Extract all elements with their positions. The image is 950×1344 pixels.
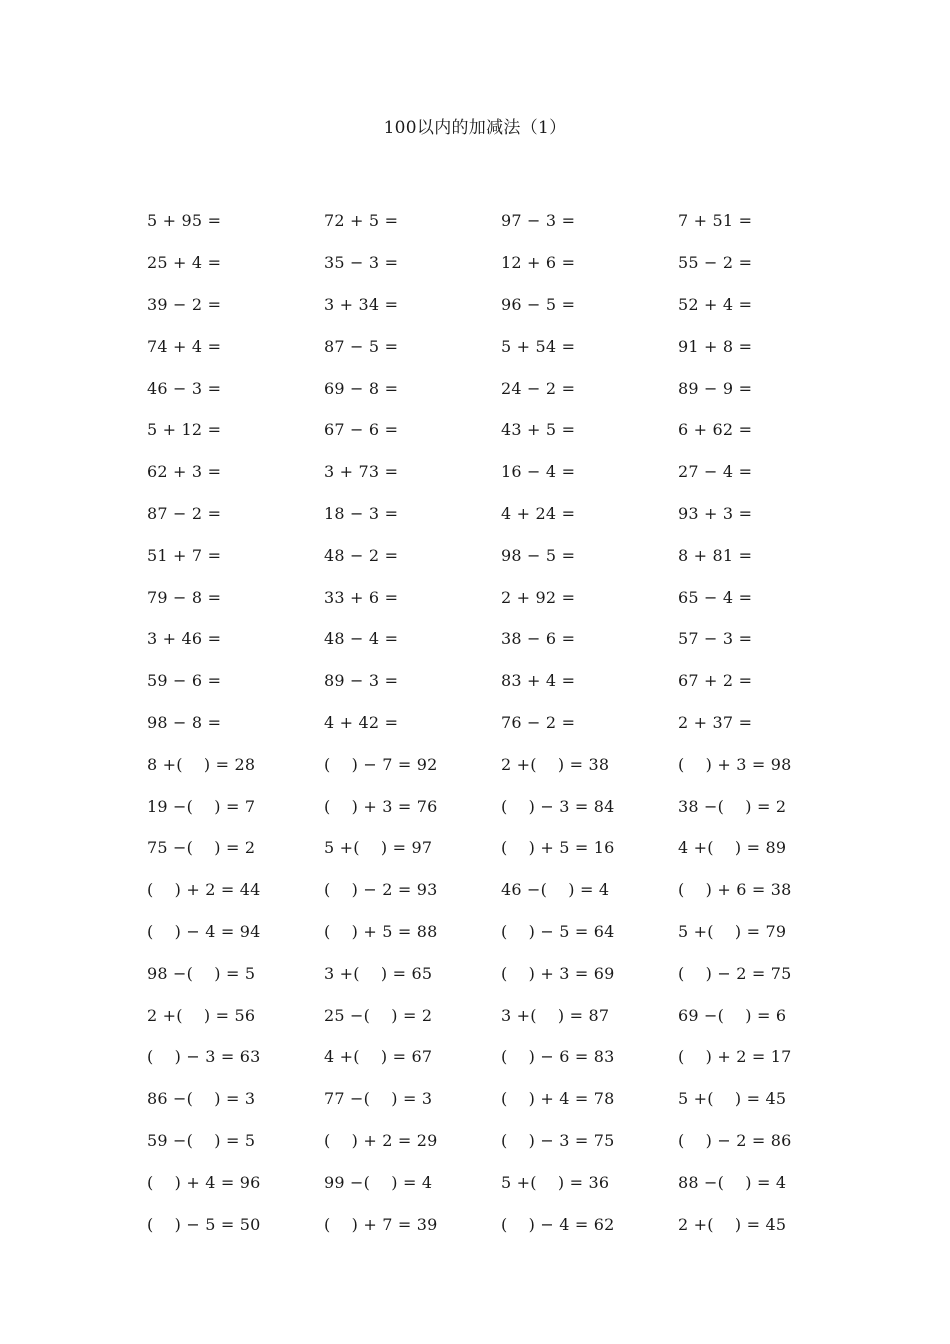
math-problem: ( ) − 2 = 93	[324, 880, 438, 900]
problem-row	[147, 827, 855, 869]
problem-row	[147, 1036, 855, 1078]
math-problem: 91 + 8 =	[678, 336, 753, 356]
math-problem: 67 + 2 =	[678, 671, 753, 691]
math-problem: 59 −( ) = 5	[147, 1130, 256, 1150]
math-problem: 46 −( ) = 4	[501, 880, 610, 900]
math-problem: ( ) + 5 = 88	[324, 921, 438, 941]
math-problem: ( ) + 3 = 76	[324, 796, 438, 816]
math-problem: 83 + 4 =	[501, 671, 576, 691]
math-problem: 69 − 8 =	[324, 378, 399, 398]
math-problem: 5 +( ) = 36	[501, 1172, 610, 1192]
math-problem: 98 −( ) = 5	[147, 963, 256, 983]
problem-row	[147, 1120, 855, 1162]
math-problem: 48 − 2 =	[324, 545, 399, 565]
math-problem: 96 − 5 =	[501, 294, 576, 314]
problem-row	[147, 534, 855, 576]
math-problem: ( ) + 5 = 16	[501, 838, 615, 858]
math-problem: 52 + 4 =	[678, 294, 753, 314]
math-problem: 87 − 2 =	[147, 503, 222, 523]
problem-row	[147, 1161, 855, 1203]
math-problem: 5 +( ) = 45	[678, 1089, 787, 1109]
math-problem: 4 +( ) = 67	[324, 1047, 433, 1067]
problem-row	[147, 493, 855, 535]
math-problem: 4 + 42 =	[324, 712, 399, 732]
worksheet-title: 100以内的加减法（1）	[383, 118, 567, 138]
math-problem: 2 +( ) = 45	[678, 1214, 787, 1234]
problem-row	[147, 367, 855, 409]
math-problem: ( ) − 3 = 75	[501, 1130, 615, 1150]
math-problem: 12 + 6 =	[501, 253, 576, 273]
math-problem: 46 − 3 =	[147, 378, 222, 398]
math-problem: 4 + 24 =	[501, 503, 576, 523]
math-problem: ( ) + 6 = 38	[678, 880, 792, 900]
math-problem: 76 − 2 =	[501, 712, 576, 732]
problem-row	[147, 660, 855, 702]
math-problem: 7 + 51 =	[678, 211, 753, 231]
math-problem: 2 + 37 =	[678, 712, 753, 732]
math-problem: 69 −( ) = 6	[678, 1005, 787, 1025]
math-problem: 8 + 81 =	[678, 545, 753, 565]
math-problem: ( ) + 3 = 98	[678, 754, 792, 774]
math-problem: 18 − 3 =	[324, 503, 399, 523]
math-problem: 5 +( ) = 79	[678, 921, 787, 941]
math-problem: ( ) + 7 = 39	[324, 1214, 438, 1234]
problem-row	[147, 200, 855, 242]
math-problem: 4 +( ) = 89	[678, 838, 787, 858]
math-problem: 89 − 3 =	[324, 671, 399, 691]
math-problem: ( ) − 3 = 63	[147, 1047, 261, 1067]
math-problem: 98 − 5 =	[501, 545, 576, 565]
problem-row	[147, 911, 855, 953]
math-problem: 5 + 12 =	[147, 420, 222, 440]
math-problem: ( ) − 7 = 92	[324, 754, 438, 774]
problem-row	[147, 702, 855, 744]
problem-row	[147, 242, 855, 284]
math-problem: 19 −( ) = 7	[147, 796, 256, 816]
problem-row	[147, 785, 855, 827]
math-problem: 27 − 4 =	[678, 462, 753, 482]
math-problem: 79 − 8 =	[147, 587, 222, 607]
math-problem: 75 −( ) = 2	[147, 838, 256, 858]
math-problem: ( ) − 4 = 62	[501, 1214, 615, 1234]
math-problem: 77 −( ) = 3	[324, 1089, 433, 1109]
math-problem: 3 + 46 =	[147, 629, 222, 649]
problem-row	[147, 1078, 855, 1120]
math-problem: 99 −( ) = 4	[324, 1172, 433, 1192]
math-problem: ( ) + 2 = 29	[324, 1130, 438, 1150]
math-problem: ( ) − 3 = 84	[501, 796, 615, 816]
math-problem: 43 + 5 =	[501, 420, 576, 440]
math-problem: 3 +( ) = 87	[501, 1005, 610, 1025]
math-problem: 51 + 7 =	[147, 545, 222, 565]
problem-row	[147, 869, 855, 911]
problem-row	[147, 284, 855, 326]
math-problem: 72 + 5 =	[324, 211, 399, 231]
math-problem: 25 −( ) = 2	[324, 1005, 433, 1025]
math-problem: 38 − 6 =	[501, 629, 576, 649]
math-problem: 3 +( ) = 65	[324, 963, 433, 983]
math-problem: ( ) + 4 = 96	[147, 1172, 261, 1192]
math-problem: 8 +( ) = 28	[147, 754, 256, 774]
math-problem: ( ) − 2 = 86	[678, 1130, 792, 1150]
math-problem: 98 − 8 =	[147, 712, 222, 732]
math-problem: 16 − 4 =	[501, 462, 576, 482]
math-problem: 88 −( ) = 4	[678, 1172, 787, 1192]
math-problem: 6 + 62 =	[678, 420, 753, 440]
math-problem: 55 − 2 =	[678, 253, 753, 273]
math-problem: 74 + 4 =	[147, 336, 222, 356]
math-problem: ( ) − 6 = 83	[501, 1047, 615, 1067]
problem-row	[147, 618, 855, 660]
problem-row	[147, 743, 855, 785]
math-problem: 2 +( ) = 56	[147, 1005, 256, 1025]
problem-row	[147, 409, 855, 451]
math-problem: ( ) + 2 = 44	[147, 880, 261, 900]
math-problem: ( ) + 4 = 78	[501, 1089, 615, 1109]
math-problem: 2 + 92 =	[501, 587, 576, 607]
math-problem: 86 −( ) = 3	[147, 1089, 256, 1109]
math-problem: 57 − 3 =	[678, 629, 753, 649]
problem-grid	[147, 200, 855, 1245]
math-problem: ( ) + 3 = 69	[501, 963, 615, 983]
math-problem: ( ) − 2 = 75	[678, 963, 792, 983]
math-problem: 5 + 54 =	[501, 336, 576, 356]
math-problem: 3 + 34 =	[324, 294, 399, 314]
math-problem: 25 + 4 =	[147, 253, 222, 273]
math-problem: 39 − 2 =	[147, 294, 222, 314]
math-problem: 33 + 6 =	[324, 587, 399, 607]
math-problem: 48 − 4 =	[324, 629, 399, 649]
math-problem: 97 − 3 =	[501, 211, 576, 231]
math-problem: ( ) + 2 = 17	[678, 1047, 792, 1067]
problem-row	[147, 451, 855, 493]
math-problem: 2 +( ) = 38	[501, 754, 610, 774]
math-problem: 87 − 5 =	[324, 336, 399, 356]
math-problem: 89 − 9 =	[678, 378, 753, 398]
math-problem: 65 − 4 =	[678, 587, 753, 607]
math-problem: 93 + 3 =	[678, 503, 753, 523]
math-problem: 67 − 6 =	[324, 420, 399, 440]
math-problem: 35 − 3 =	[324, 253, 399, 273]
problem-row	[147, 994, 855, 1036]
math-problem: ( ) − 5 = 50	[147, 1214, 261, 1234]
math-problem: 38 −( ) = 2	[678, 796, 787, 816]
math-problem: 24 − 2 =	[501, 378, 576, 398]
math-problem: 59 − 6 =	[147, 671, 222, 691]
problem-row	[147, 1203, 855, 1245]
math-problem: 62 + 3 =	[147, 462, 222, 482]
problem-row	[147, 576, 855, 618]
math-problem: ( ) − 5 = 64	[501, 921, 615, 941]
math-problem: ( ) − 4 = 94	[147, 921, 261, 941]
problem-row	[147, 952, 855, 994]
math-problem: 5 + 95 =	[147, 211, 222, 231]
math-problem: 3 + 73 =	[324, 462, 399, 482]
problem-row	[147, 325, 855, 367]
math-problem: 5 +( ) = 97	[324, 838, 433, 858]
